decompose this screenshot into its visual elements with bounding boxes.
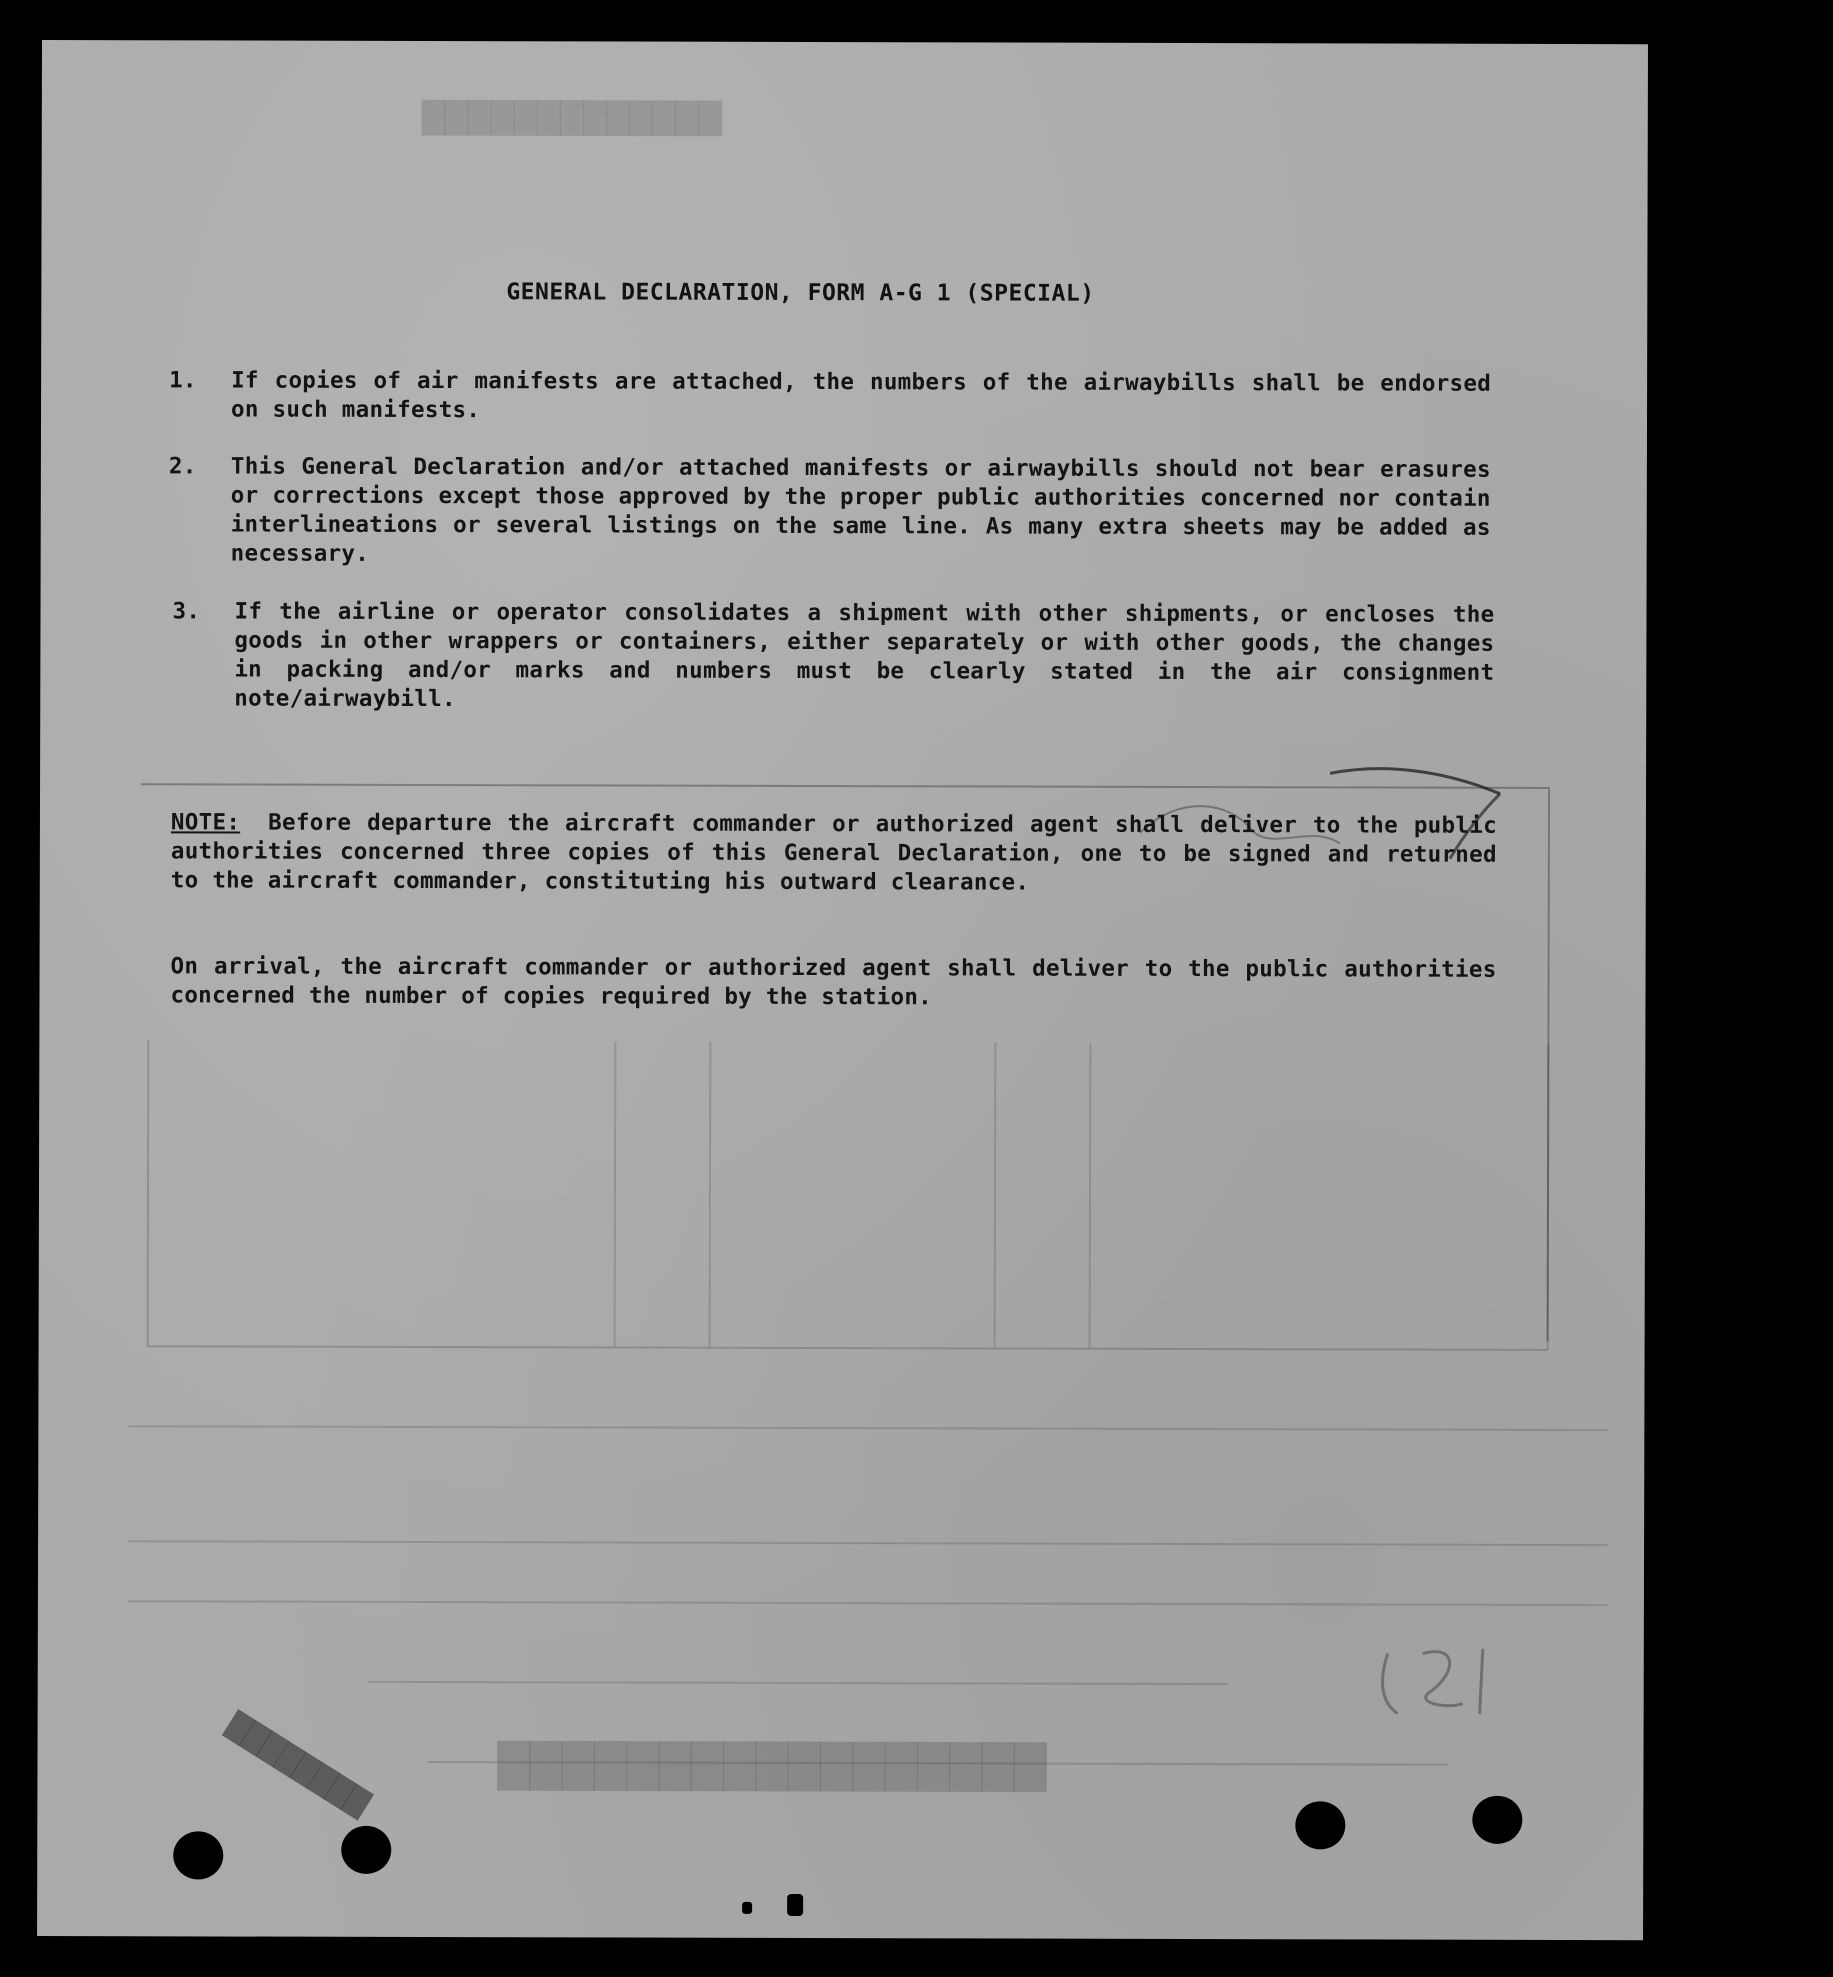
bleed-through-rule-1 — [128, 1425, 1608, 1431]
ink-mark-icon — [742, 1902, 752, 1914]
handwritten-mark-icon — [1120, 733, 1540, 874]
note-label: NOTE: — [170, 809, 241, 836]
bleed-through-rule-3 — [128, 1600, 1608, 1606]
bleed-through-rule-2 — [128, 1540, 1608, 1546]
bleed-through-large-heading: █████████████████ — [497, 1741, 1047, 1792]
item-text: If copies of air manifests are attached, the numbers of the airwaybills shall be endorsed on such manifests. — [230, 367, 1492, 424]
bleed-through-rule-4 — [368, 1681, 1228, 1685]
item-number: 2. — [168, 453, 197, 480]
punch-hole-icon — [1295, 1801, 1345, 1849]
item-text: If the airline or operator consolidates a shipment with other shipments, or encloses the goods in other wrappers or containers, either separately or with other goods, the changes in packing and/or marks and numbers must be clearly stated in the air consignment note/airwaybill. — [234, 598, 1495, 713]
document-title: GENERAL DECLARATION, FORM A-G 1 (SPECIAL) — [506, 279, 1095, 307]
document-page — [37, 40, 1648, 1940]
punch-hole-icon — [1472, 1796, 1522, 1844]
note-text: Before departure the aircraft commander or authorized agent shall deliver to the public authorities concerned three copies of this General Declaration, one to be signed and returned to the aircraft commander, constituting his outward clearance. — [170, 809, 1497, 896]
bleed-through-heading: █████████████ — [421, 100, 722, 137]
item-text: This General Declaration and/or attached manifests or airwaybills should not bear erasures or corrections except those approved by the proper public authorities concerned nor contain interlineations or several listings on the same line. As many extra sheets may be added as necessary. — [230, 453, 1491, 567]
item-number: 1. — [169, 367, 197, 394]
punch-hole-icon — [173, 1831, 223, 1879]
item-number: 3. — [172, 598, 201, 625]
received-stamp-icon: ████████ — [221, 1710, 374, 1821]
pencil-mark-icon — [1368, 1633, 1518, 1723]
arrival-paragraph: On arrival, the aircraft commander or authorized agent shall deliver to the public authorities concerned the number of copies required by the station. — [170, 953, 1497, 1011]
ink-mark-icon — [787, 1894, 803, 1916]
punch-hole-icon — [341, 1826, 391, 1874]
